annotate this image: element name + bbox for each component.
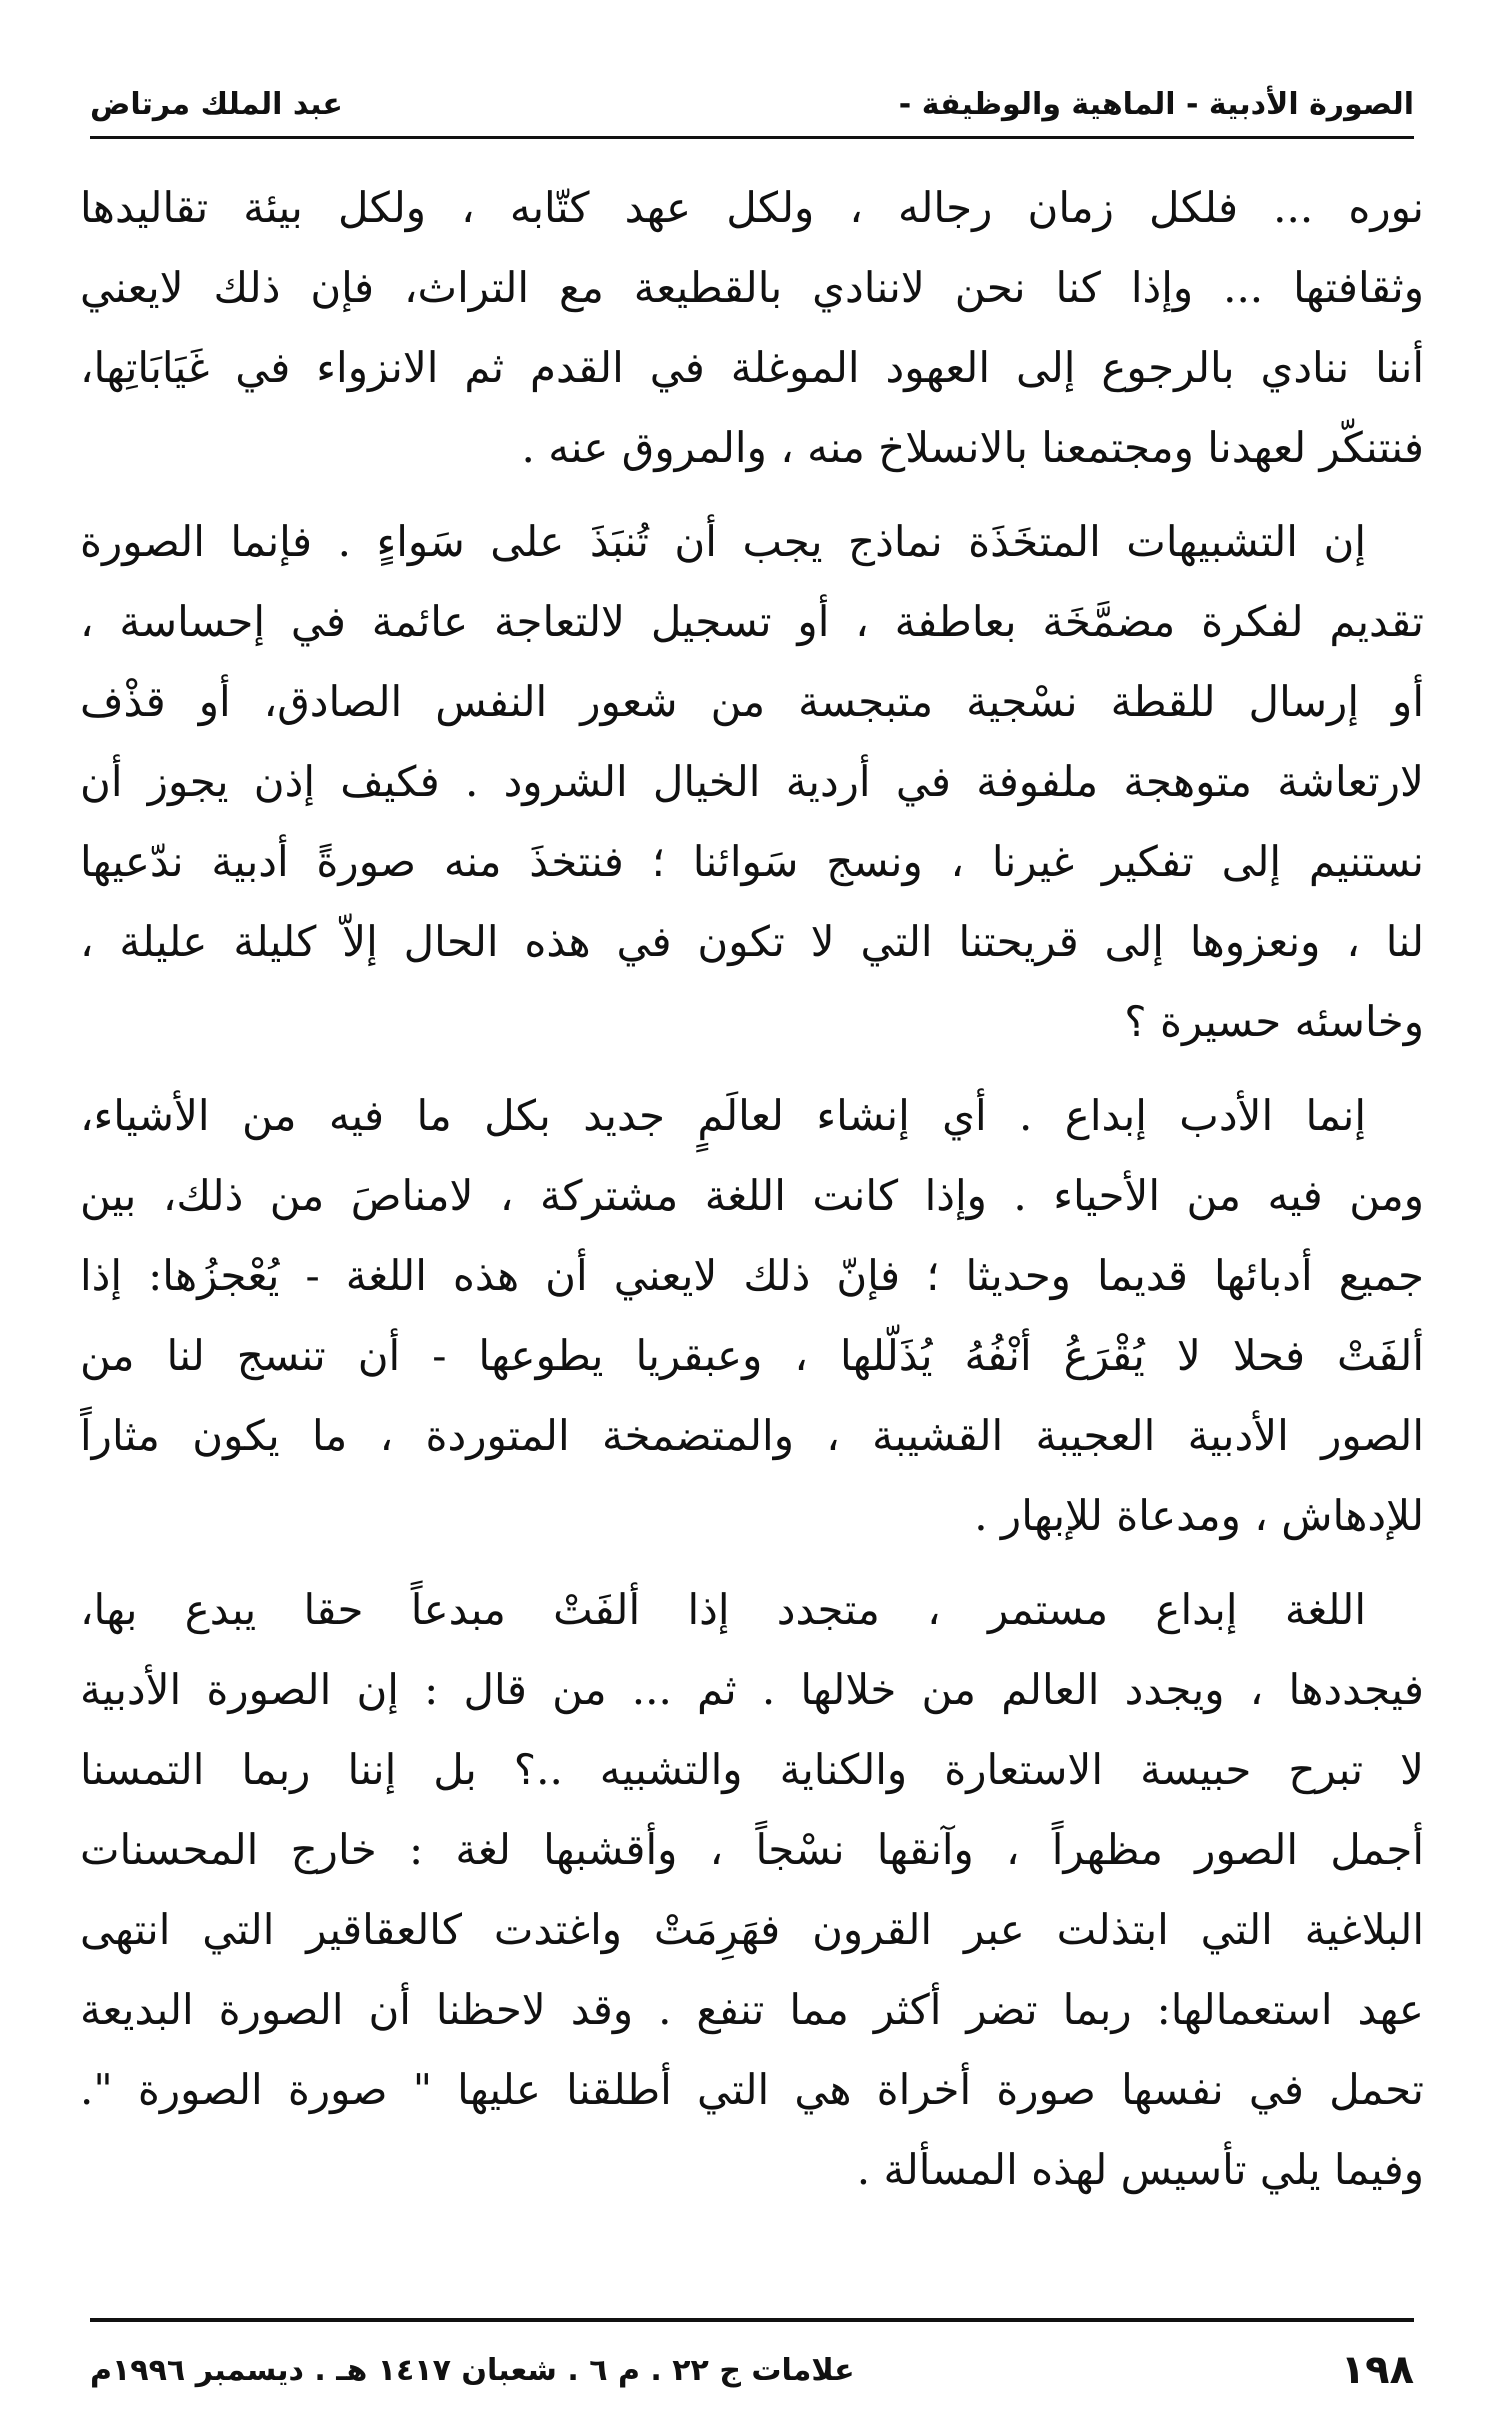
text-line: إنما الأدب إبداع . أي إنشاء لعالَمٍ جديد بكل ما فيه من الأشياء، (80, 1091, 1366, 1140)
page-footer (90, 2340, 1414, 2400)
text-line: للإدهاش ، ومدعاة للإبهار . (974, 1491, 1424, 1540)
body-text (80, 168, 1424, 2224)
text-line: فنتنكّر لعهدنا ومجتمعنا بالانسلاخ منه ، والمروق عنه . (521, 423, 1424, 472)
text-line: لنا ، ونعزوها إلى قريحتنا التي لا تكون في هذه الحال إلاّ كليلة عليلة ، (80, 917, 1424, 966)
paragraph-3 (80, 1076, 1424, 1556)
text-line: وفيما يلي تأسيس لهذه المسألة . (856, 2145, 1424, 2194)
text-line: وثقافتها ... وإذا كنا نحن لاننادي بالقطيعة مع التراث، فإن ذلك لايعني (80, 263, 1424, 312)
running-title: الصورة الأدبية - الماهية والوظيفة - (898, 87, 1414, 122)
footer-rule (90, 2318, 1414, 2322)
paragraph-2 (80, 502, 1424, 1062)
text-line: نوره ... فلكل زمان رجاله ، ولكل عهد كتّابه ، ولكل بيئة تقاليدها (80, 183, 1424, 232)
running-header (90, 62, 1414, 122)
text-line: ألفَتْ فحلا لا يُقْرَعُ أنْفُهُ يُذَلّلها ، وعبقريا يطوعها - أن تنسج لنا من (80, 1331, 1424, 1380)
text-line: فيجددها ، ويجدد العالم من خلالها . ثم ... من قال : إن الصورة الأدبية (80, 1665, 1424, 1714)
text-line: أننا ننادي بالرجوع إلى العهود الموغلة في القدم ثم الانزواء في غَيَابَاتِها، (80, 343, 1424, 392)
text-line: عهد استعمالها: ربما تضر أكثر مما تنفع . وقد لاحظنا أن الصورة البديعة (80, 1985, 1424, 2034)
text-line: ومن فيه من الأحياء . وإذا كانت اللغة مشتركة ، لامناصَ من ذلك، بين (80, 1171, 1424, 1220)
text-line: اللغة إبداع مستمر ، متجدد إذا ألفَتْ مبدعاً حقا يبدع بها، (80, 1585, 1366, 1634)
text-line: نستنيم إلى تفكير غيرنا ، ونسج سَوائنا ؛ فنتخذَ منه صورةً أدبية ندّعيها (80, 837, 1424, 886)
paragraph-4 (80, 1570, 1424, 2210)
text-line: لارتعاشة متوهجة ملفوفة في أردية الخيال الشرود . فكيف إذن يجوز أن (80, 757, 1424, 806)
text-line: أجمل الصور مظهراً ، وآنقها نسْجاً ، وأقشبها لغة : خارج المحسنات (80, 1825, 1424, 1874)
author-name: عبد الملك مرتاض (90, 87, 343, 122)
text-line: تقديم لفكرة مضمَّخَة بعاطفة ، أو تسجيل لالتعاجة عائمة في إحساسة ، (80, 597, 1424, 646)
text-line: إن التشبيهات المتخَذَة نماذج يجب أن تُنبَذَ على سَواءٍ . فإنما الصورة (80, 517, 1366, 566)
text-line: تحمل في نفسها صورة أخراة هي التي أطلقنا عليها " صورة الصورة ". (80, 2065, 1424, 2114)
text-line: الصور الأدبية العجيبة القشيبة ، والمتضمخة المتوردة ، ما يكون مثاراً (80, 1411, 1424, 1460)
text-line: أو إرسال للقطة نسْجية متبجسة من شعور النفس الصادق، أو قذْف (80, 677, 1424, 726)
text-line: لا تبرح حبيسة الاستعارة والكناية والتشبيه ..؟ بل إننا ربما التمسنا (80, 1745, 1424, 1794)
page-number: ١٩٨ (1340, 2347, 1414, 2393)
paragraph-1 (80, 168, 1424, 488)
header-rule (90, 136, 1414, 139)
text-line: البلاغية التي ابتذلت عبر القرون فهَرِمَتْ واغتدت كالعقاقير التي انتهى (80, 1905, 1424, 1954)
text-line: وخاسئه حسيرة ؟ (1124, 997, 1424, 1046)
journal-reference: علامات ج ٢٢ . م ٦ . شعبان ١٤١٧ هـ . ديسمبر ١٩٩٦م (90, 2352, 855, 2388)
text-line: جميع أدبائها قديما وحديثا ؛ فإنّ ذلك لايعني أن هذه اللغة - يُعْجزُها: إذا (80, 1251, 1424, 1300)
